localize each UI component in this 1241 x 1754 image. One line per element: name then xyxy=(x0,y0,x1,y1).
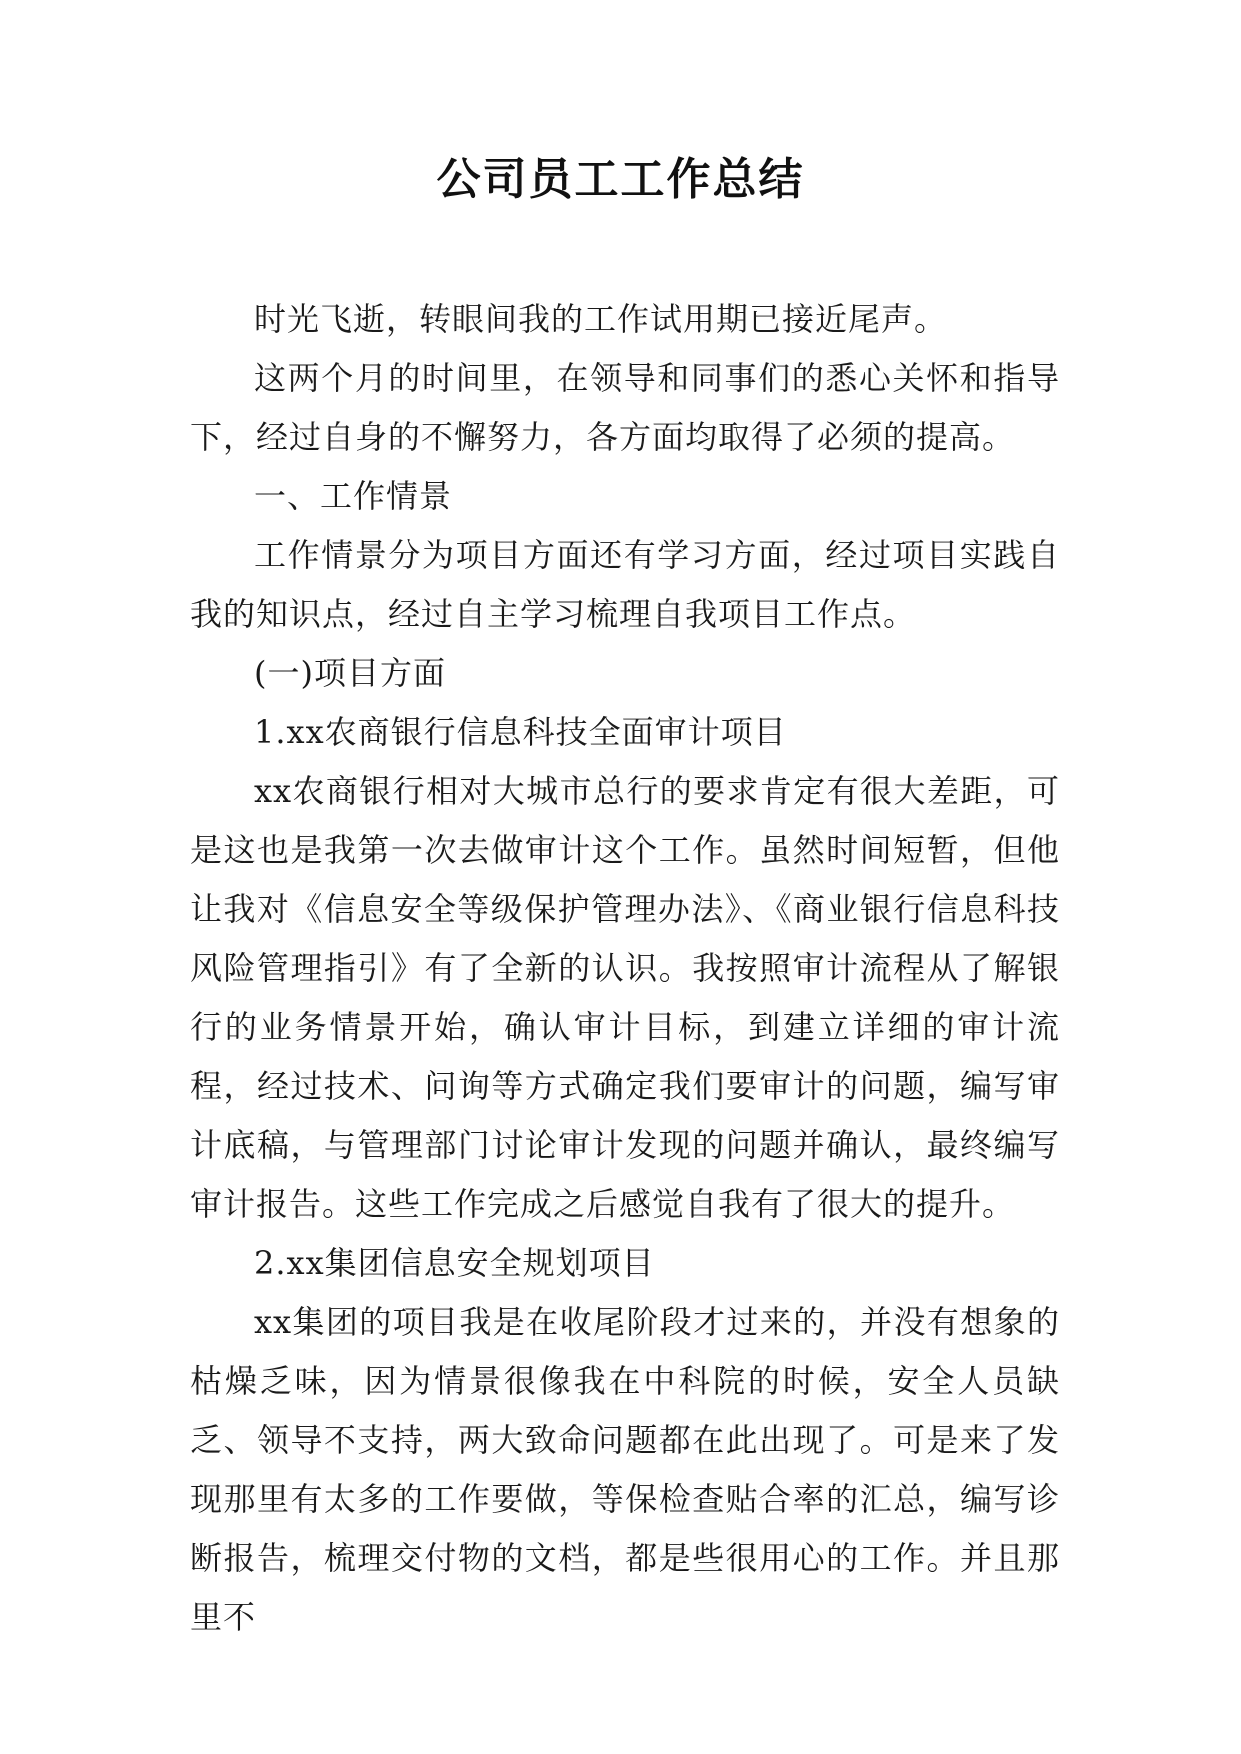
paragraph: 工作情景分为项目方面还有学习方面，经过项目实践自我的知识点，经过自主学习梳理自我项目工作点。 xyxy=(190,536,1060,633)
paragraph: 时光飞逝，转眼间我的工作试用期已接近尾声。 xyxy=(254,300,948,338)
paragraph: 这两个月的时间里，在领导和同事们的悉心关怀和指导下，经过自身的不懈努力，各方面均取得了必须的提高。 xyxy=(190,359,1060,456)
item-heading: 1.xx农商银行信息科技全面审计项目 xyxy=(254,713,787,751)
paragraph: xx集团的项目我是在收尾阶段才过来的，并没有想象的枯燥乏味，因为情景很像我在中科院的时候，安全人员缺乏、领导不支持，两大致命问题都在此出现了。可是来了发现那里有太多的工作要做，等保检查贴合率的汇总，编写诊断报告，梳理交付物的文档，都是些很用心的工作。并且那里不 xyxy=(190,1303,1060,1636)
item-heading: 2.xx集团信息安全规划项目 xyxy=(254,1244,655,1282)
subsection-heading: (一)项目方面 xyxy=(254,654,446,692)
document-body xyxy=(190,290,1060,1647)
paragraph: xx农商银行相对大城市总行的要求肯定有很大差距，可是这也是我第一次去做审计这个工作。虽然时间短暂，但他让我对《信息安全等级保护管理办法》、《商业银行信息科技风险管理指引》有了全新的认识。我按照审计流程从了解银行的业务情景开始，确认审计目标，到建立详细的审计流程，经过技术、问询等方式确定我们要审计的问题，编写审计底稿，与管理部门讨论审计发现的问题并确认，最终编写审计报告。这些工作完成之后感觉自我有了很大的提升。 xyxy=(190,772,1060,1223)
document-title: 公司员工工作总结 xyxy=(436,154,805,205)
section-heading: 一、工作情景 xyxy=(254,477,453,515)
